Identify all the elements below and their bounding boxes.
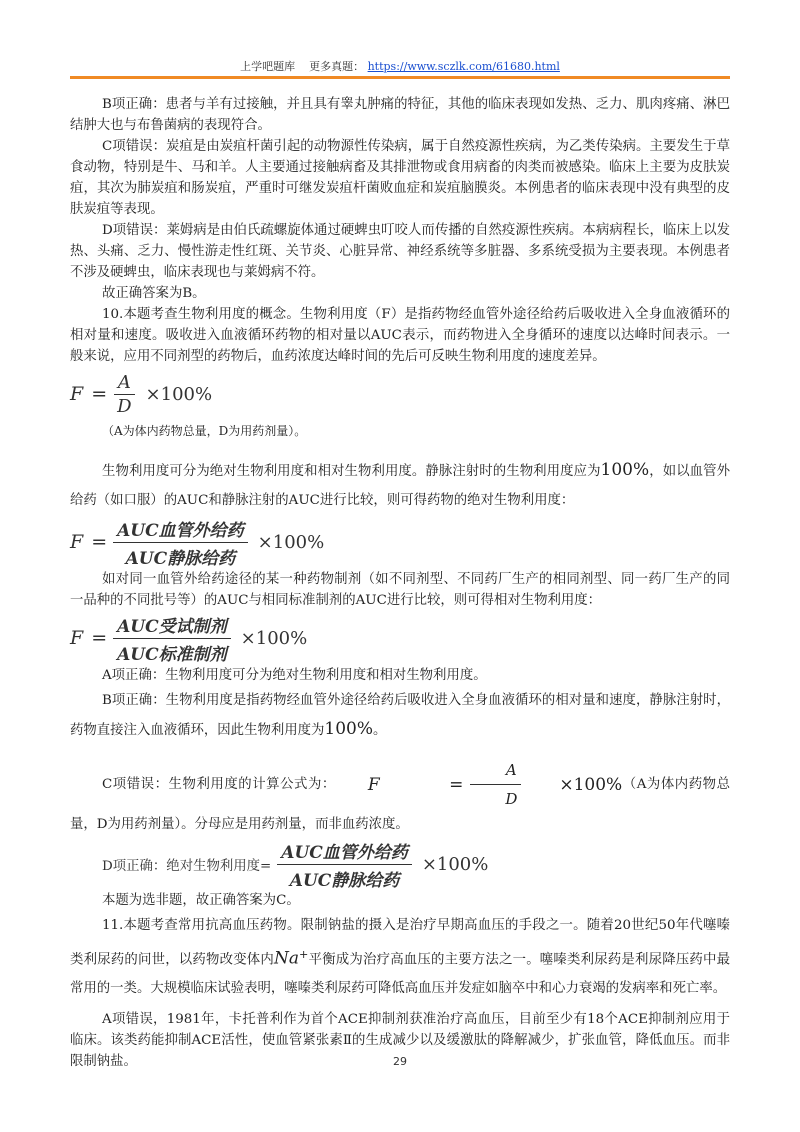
option-c	[70, 757, 730, 838]
document-body	[70, 94, 730, 1072]
numerator: AUC血管外给药	[277, 838, 412, 865]
p10-text-b: 。	[373, 723, 387, 738]
numerator: AUC血管外给药	[113, 516, 248, 543]
formula-eq: =	[91, 531, 108, 553]
formula-times-100: ×100%	[257, 531, 325, 553]
paragraph-d-wrong: D项错误：莱姆病是由伯氏疏螺旋体通过硬蜱虫叮咬人而传播的自然疫源性疾病。本病病程长，临床上以发热、头痛、乏力、慢性游走性红斑、关节炎、心脏异常、神经系统等多脏器、多系统受损为主要表现。本例患者不涉及硬蜱虫，临床表现也与莱姆病不符。	[70, 223, 730, 280]
formula-times-100: ×100%	[145, 383, 213, 405]
formula-f: F	[70, 627, 84, 649]
p7-100-percent: 100%	[600, 460, 650, 480]
formula-note: （A为体内药物总量，D为用药剂量）。	[102, 424, 307, 438]
answer-9: 故正确答案为B。	[102, 286, 206, 301]
numerator: AUC受试制剂	[113, 612, 231, 639]
p12-text-a: D项正确：绝对生物利用度=	[102, 858, 272, 874]
p7-text-a: 生物利用度可分为绝对生物利用度和相对生物利用度。静脉注射时的生物利用度应为	[102, 464, 601, 479]
formula-eq: =	[91, 627, 108, 649]
page-number: 29	[393, 1055, 407, 1068]
p10-100-percent: 100%	[324, 719, 374, 739]
p14-text-b: 平衡成为治疗高血压的主要方法之一。噻嗪类利尿药是利尿降压药中最常用的一类。大规模临床试验表明，噻嗪类利尿药可降低高血压并发症如脑卒中和心力衰竭的发病率和死亡率。	[70, 952, 731, 997]
page-header	[70, 58, 730, 78]
paragraph-absolute-bioavailability	[70, 456, 730, 515]
formula-eq: =	[449, 774, 464, 795]
p14-text-a: 11.本题考查常用抗高血压药物。限制钠盐的摄入是治疗早期高血压的手段之一。随着20世纪50年代噻嗪类利尿药的问世，以药物改变体内	[70, 918, 730, 968]
header-divider	[70, 76, 730, 79]
fraction-auc-absolute	[113, 516, 248, 569]
formula-times-100: ×100%	[421, 853, 489, 875]
denominator: D	[505, 790, 518, 808]
inline-formula-f	[336, 757, 622, 812]
na-plus: +	[299, 948, 309, 961]
formula-times-100: ×100%	[240, 627, 308, 649]
option-b	[70, 686, 730, 745]
paragraph-b-correct: B项正确：患者与羊有过接触，并且具有睾丸肿痛的特征，其他的临床表现如发热、乏力、肌肉疼痛、淋巴结肿大也与布鲁菌病的表现符合。	[70, 97, 730, 133]
na-symbol: Na	[274, 948, 300, 969]
p11-text-a: C项错误：生物利用度的计算公式为：	[102, 777, 336, 792]
paragraph-c-wrong: C项错误：炭疽是由炭疽杆菌引起的动物源性传染病，属于自然疫源性疾病，为乙类传染病。主要发生于草食动物，特别是牛、马和羊。人主要通过接触病畜及其排泄物或食用病畜的肉类而被感染。临床上主要为皮肤炭疽，其次为肺炭疽和肠炭疽，严重时可继发炭疽杆菌败血症和炭疽脑膜炎。本例患者的临床表现中没有典型的皮肤炭疽等表现。	[70, 139, 730, 217]
option-a-q11: A项错误，1981年，卡托普利作为首个ACE抑制剂获准治疗高血压，目前至少有18个ACE抑制剂应用于临床。该类药能抑制ACE活性，使血管紧张素Ⅱ的生成减少以及缓激肽的降解减少，扩张血管，降低血压。而非限制钠盐。	[70, 1012, 730, 1070]
question-10-intro: 10.本题考查生物利用度的概念。生物利用度（F）是指药物经血管外途径给药后吸收进入全身血液循环的相对量和速度。吸收进入血液循环药物的相对量以AUC表示，而药物进入全身循环的速度以达峰时间表示。一般来说，应用不同剂型的药物后，血药浓度达峰时间的先后可反映生物利用度的速度差异。	[70, 307, 730, 364]
fraction-a-over-d	[113, 372, 135, 417]
formula-eq: =	[91, 383, 108, 405]
fraction-auc-absolute	[277, 838, 412, 891]
denominator: D	[117, 395, 132, 417]
fraction-a-over-d	[469, 757, 521, 812]
option-d	[70, 842, 730, 891]
question-11-intro	[70, 911, 730, 1003]
denominator: AUC标准制剂	[117, 644, 227, 665]
header-link[interactable]: https://www.sczlk.com/61680.html	[367, 60, 560, 73]
formula-f: F	[70, 531, 84, 553]
formula-bioavailability	[70, 367, 730, 421]
denominator: AUC静脉给药	[289, 870, 400, 891]
fraction-auc-relative	[113, 612, 231, 665]
paragraph-relative-bioavailability: 如对同一血管外给药途径的某一种药物制剂（如不同剂型、不同药厂生产的相同剂型、同一药厂生产的同一品种的不同批号等）的AUC与相同标准制剂的AUC进行比较，则可得相对生物利用度：	[70, 572, 730, 608]
formula-relative	[70, 611, 730, 665]
denominator: AUC静脉给药	[125, 548, 236, 569]
numerator: A	[470, 757, 521, 785]
header-label: 更多真题：	[309, 60, 365, 73]
formula-f: F	[367, 774, 380, 795]
p10-text-a: B项正确：生物利用度是指药物经血管外途径给药后吸收进入全身血液循环的相对量和速度，静脉注射时，药物直接注入血液循环，因此生物利用度为	[70, 693, 730, 738]
answer-10: 本题为选非题，故正确答案为C。	[102, 893, 300, 908]
formula-times-100: ×100%	[559, 774, 623, 795]
formula-f: F	[70, 383, 84, 405]
numerator: A	[114, 372, 135, 395]
option-a: A项正确：生物利用度可分为绝对生物利用度和相对生物利用度。	[102, 668, 487, 683]
header-site: 上学吧题库	[240, 60, 296, 73]
formula-absolute	[70, 515, 730, 569]
p7-text-b: ，如以血管外给药（如口服）的AUC和静脉注射的AUC进行比较，则可得药物的绝对生物利用度：	[70, 464, 731, 508]
p11-text-b: （A为体内药物总量，D为用药剂量）。分母应是用药剂量，而非血药浓度。	[70, 777, 731, 832]
